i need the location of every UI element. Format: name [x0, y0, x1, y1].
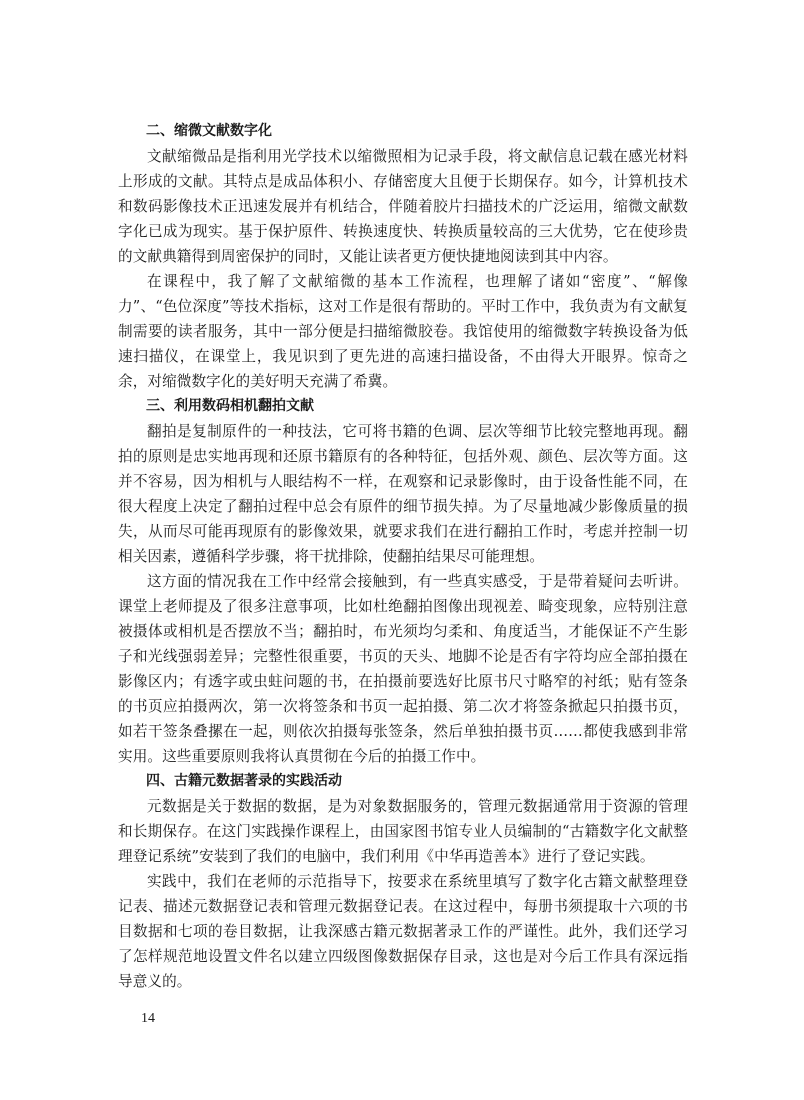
- section-microfilm-digitization: [118, 119, 688, 394]
- document-body: [118, 119, 688, 994]
- paragraph: 在课程中，我了解了文献缩微的基本工作流程，也理解了诸如“密度”、“解像力”、“色位深度”等技术指标，这对工作是很有帮助的。平时工作中，我负责为有文献复制需要的读者服务，其中一部分便是扫描缩微胶卷。我馆使用的缩微数字转换设备为低速扫描仪，在课堂上，我见识到了更先进的高速扫描设备，不由得大开眼界。惊奇之余，对缩微数字化的美好明天充满了希冀。: [118, 273, 688, 390]
- paragraph: 元数据是关于数据的数据，是为对象数据服务的，管理元数据通常用于资源的管理和长期保存。在这门实践操作课程上，由国家图书馆专业人员编制的“古籍数字化文献整理登记系统”安装到了我们的电脑中，我们利用《中华再造善本》进行了登记实践。: [118, 798, 688, 865]
- paragraph: 实践中，我们在老师的示范指导下，按要求在系统里填写了数字化古籍文献整理登记表、描述元数据登记表和管理元数据登记表。在这过程中，每册书须提取十六项的书目数据和七项的卷目数据，让我深感古籍元数据著录工作的严谨性。此外，我们还学习了怎样规范地设置文件名以建立四级图像数据保存目录，这也是对今后工作具有深远指导意义的。: [118, 873, 688, 990]
- section-metadata-practice: [118, 769, 688, 994]
- paragraph: 这方面的情况我在工作中经常会接触到，有一些真实感受，于是带着疑问去听讲。课堂上老师提及了很多注意事项，比如杜绝翻拍图像出现视差、畸变现象，应特别注意被摄体或相机是否摆放不当；翻拍时，布光须均匀柔和、角度适当，才能保证不产生影子和光线强弱差异；完整性很重要，书页的天头、地脚不论是否有字符均应全部拍摄在影像区内；有透字或虫蛀问题的书，在拍摄前要选好比原书尺寸略窄的衬纸；贴有签条的书页应拍摄两次，第一次将签条和书页一起拍摄、第二次才将签条掀起只拍摄书页，如若干签条叠摞在一起，则依次拍摄每张签条，然后单独拍摄书页……都使我感到非常实用。这些重要原则我将认真贯彻在今后的拍摄工作中。: [118, 573, 688, 765]
- section-heading: 二、缩微文献数字化: [146, 123, 272, 139]
- paragraph: 翻拍是复制原件的一种技法，它可将书籍的色调、层次等细节比较完整地再现。翻拍的原则是忠实地再现和还原书籍原有的各种特征，包括外观、颜色、层次等方面。这并不容易，因为相机与人眼结构不一样，在观察和记录影像时，由于设备性能不同，在很大程度上决定了翻拍过程中总会有原件的细节损失掉。为了尽量地减少影像质量的损失，从而尽可能再现原有的影像效果，就要求我们在进行翻拍工作时，考虑并控制一切相关因素，遵循科学步骤，将干扰排除，使翻拍结果尽可能理想。: [118, 423, 688, 565]
- paragraph: 文献缩微品是指利用光学技术以缩微照相为记录手段，将文献信息记载在感光材料上形成的文献。其特点是成品体积小、存储密度大且便于长期保存。如今，计算机技术和数码影像技术正迅速发展并有机结合，伴随着胶片扫描技术的广泛运用，缩微文献数字化已成为现实。基于保护原件、转换速度快、转换质量较高的三大优势，它在使珍贵的文献典籍得到周密保护的同时，又能让读者更方便快捷地阅读到其中内容。: [118, 148, 688, 265]
- section-heading: 三、利用数码相机翻拍文献: [146, 398, 314, 414]
- section-heading: 四、古籍元数据著录的实践活动: [146, 773, 342, 789]
- page-number: 14: [141, 1011, 155, 1026]
- section-camera-reproduction: [118, 394, 688, 769]
